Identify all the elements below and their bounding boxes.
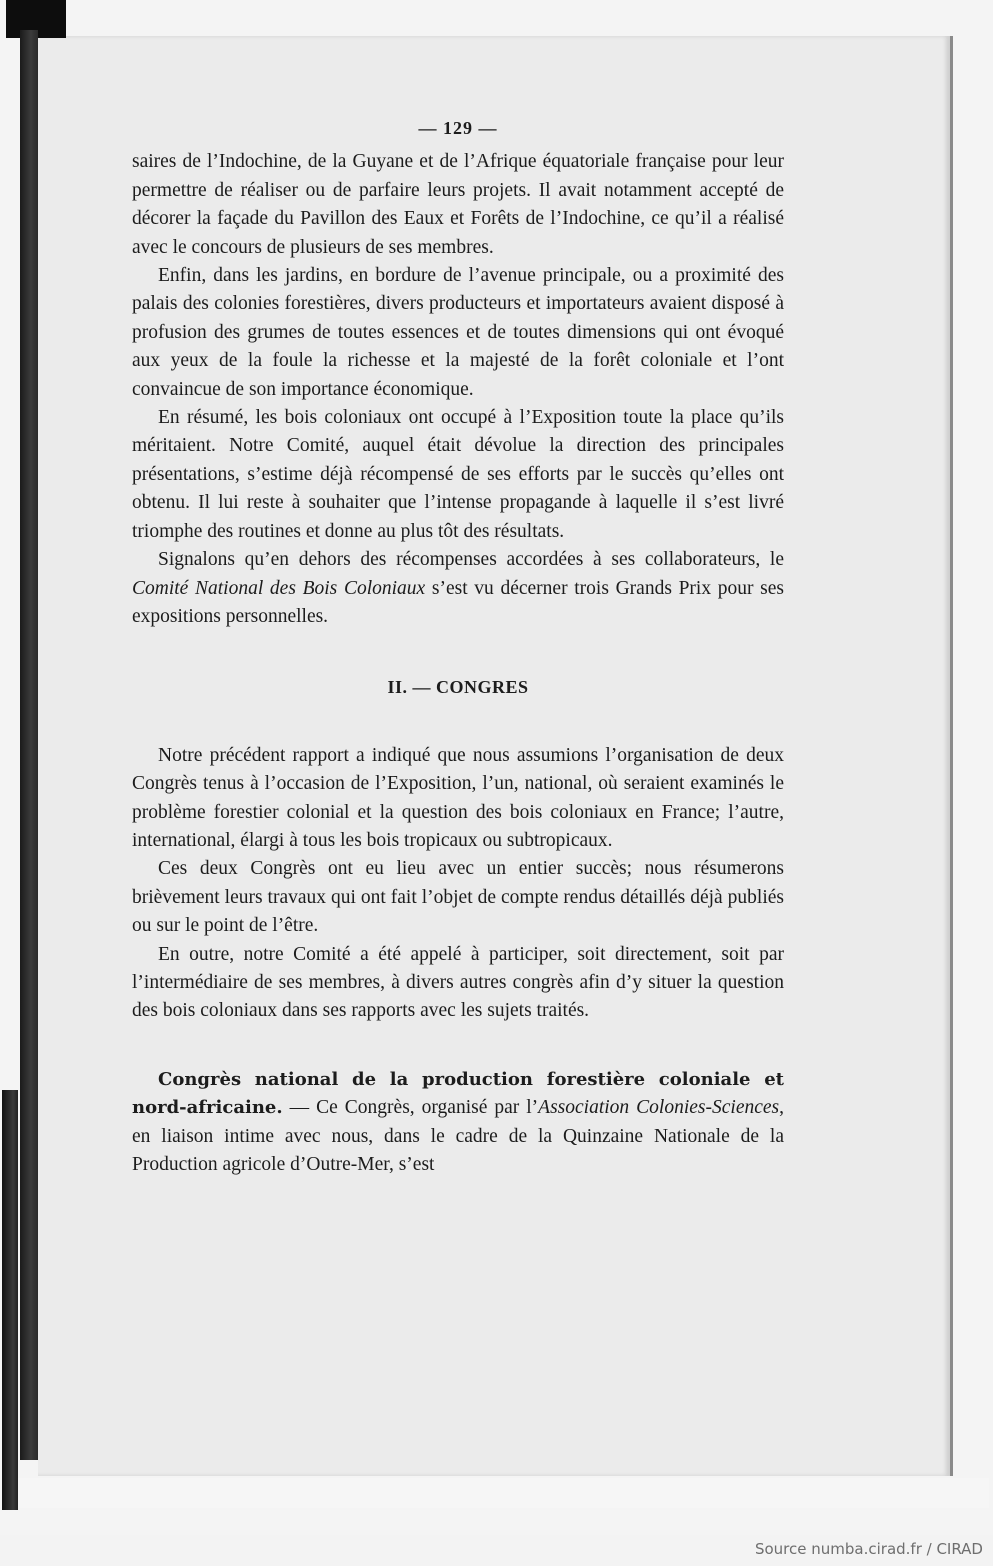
text: , en liaison intime avec nous, dans le cadre de la Quinzaine Nationale de la Production agricole d’Outre-Mer, s’est [132, 1097, 784, 1175]
text: — Ce Congrès, organisé par l’ [282, 1097, 539, 1119]
paragraph: En résumé, les bois coloniaux ont occupé à l’Exposition toute la place qu’ils méritaient. Notre Comité, auquel était dévolue la direction des principales présentations, s’estime déjà récompensé de ses efforts par le succès qu’elles ont obtenu. Il lui reste à souhaiter que l’intense propagande à laquelle il s’est livré triomphe des routines et donne au plus tôt des résultats. [132, 407, 784, 542]
paragraph: Ces deux Congrès ont eu lieu avec un entier succès; nous résumerons brièvement leurs travaux qui ont fait l’objet de compte rendus détaillés déjà publiés ou sur le point de l’être. [132, 858, 784, 937]
source-credit: Source numba.cirad.fr / CIRAD [754, 1540, 983, 1558]
text: s’est vu décerner trois Grands Prix pour ses expositions personnelles. [132, 577, 785, 627]
page-number: — 129 — [418, 118, 498, 138]
paragraph: Notre précédent rapport a indiqué que nous assumions l’organisation de deux Congrès tenus à l’occasion de l’Exposition, l’un, national, où seraient examinés le problème forestier colonial et la question des bois coloniaux en France; l’autre, international, élargi à tous les bois tropicaux ou subtropicaux. [132, 744, 784, 851]
section-title: II. — CONGRES [387, 677, 529, 698]
page-edge-lower [4, 1478, 989, 1508]
binding-shadow-lower [2, 1090, 18, 1510]
paragraph: saires de l’Indochine, de la Guyane et de l’Afrique équatoriale française pour leur permettre de réaliser ou de parfaire leurs projets. Il avait notamment accepté de décorer la façade du Pavillon des Eaux et Forêts de l’Indochine, ce qu’il a réalisé avec le concours de plusieurs de ses membres. [132, 151, 784, 258]
subsection-heading: Congrès national de la production forestière coloniale et nord-africaine. [132, 1068, 784, 1119]
italic-text: Comité National des Bois Coloniaux [132, 577, 426, 599]
paragraph-signalons [132, 546, 784, 631]
italic-text: Association Colonies-Sciences [538, 1097, 780, 1119]
paragraph: En outre, notre Comité a été appelé à participer, soit directement, soit par l’intermédiaire de ses membres, à divers autres congrès afin d’y situer la question des bois coloniaux dans ses rapports avec les sujets traités. [132, 943, 784, 1022]
binding-shadow [20, 30, 38, 1460]
paragraph-congres-national [132, 1066, 784, 1180]
text: Signalons qu’en dehors des récompenses accordées à ses collaborateurs, le [158, 549, 784, 571]
paragraph: Enfin, dans les jardins, en bordure de l’avenue principale, ou a proximité des palais des colonies forestières, divers producteurs et importateurs avaient disposé à profusion des grumes de toutes essences et de toutes dimensions qui ont évoqué aux yeux de la foule la richesse et la majesté de la forêt coloniale et l’ont convaincue de son importance économique. [132, 265, 784, 400]
page-content [132, 114, 784, 1179]
